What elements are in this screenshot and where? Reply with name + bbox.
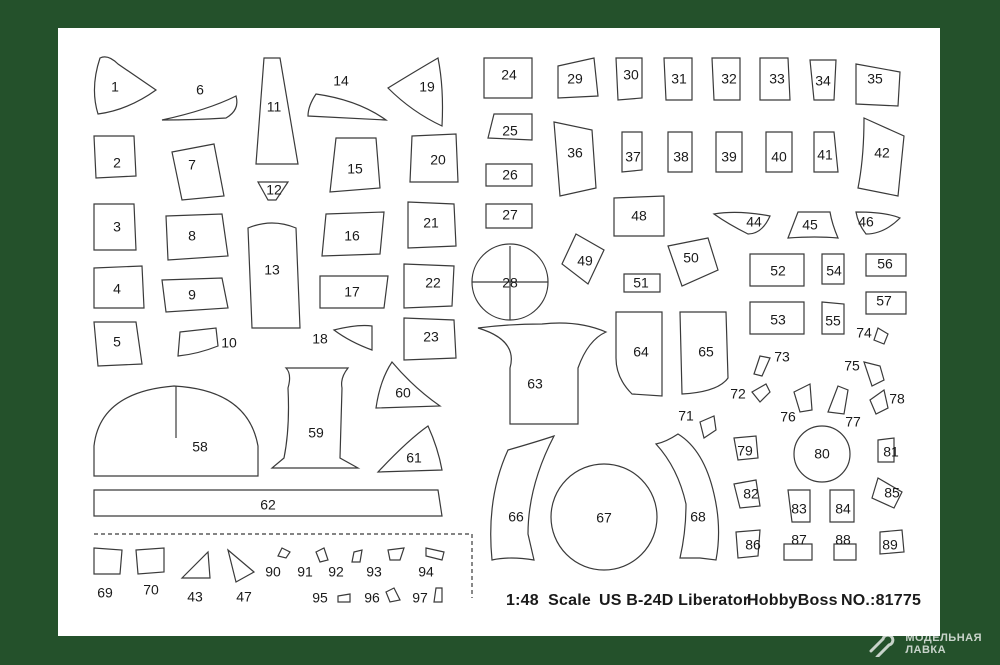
part-number-31: 31 — [671, 70, 687, 87]
mask-part-94 — [426, 548, 444, 560]
part-number-75: 75 — [844, 357, 860, 374]
part-number-1: 1 — [111, 78, 119, 95]
part-number-18: 18 — [312, 330, 328, 347]
mask-part-59 — [272, 368, 358, 468]
part-number-54: 54 — [826, 262, 842, 279]
part-number-59: 59 — [308, 424, 324, 441]
part-number-20: 20 — [430, 151, 446, 168]
part-number-40: 40 — [771, 148, 787, 165]
mask-part-43 — [182, 552, 210, 578]
part-number-45: 45 — [802, 216, 818, 233]
part-number-55: 55 — [825, 312, 841, 329]
mask-part-90 — [278, 548, 290, 558]
part-number-74: 74 — [856, 324, 872, 341]
part-number-41: 41 — [817, 146, 833, 163]
part-number-81: 81 — [883, 443, 899, 460]
part-number-97: 97 — [412, 589, 428, 606]
mask-part-7 — [172, 144, 224, 200]
part-number-57: 57 — [876, 292, 892, 309]
scale-value: 1:48 — [506, 592, 539, 609]
part-number-71: 71 — [678, 407, 694, 424]
mask-part-78 — [870, 390, 888, 414]
part-number-22: 22 — [425, 274, 441, 291]
part-number-15: 15 — [347, 160, 363, 177]
part-number-93: 93 — [366, 563, 382, 580]
part-number-23: 23 — [423, 328, 439, 345]
model-name: US B-24D Liberator — [599, 592, 750, 609]
part-number-53: 53 — [770, 311, 786, 328]
watermark-line2: ЛАВКА — [905, 644, 947, 656]
part-number-89: 89 — [882, 536, 898, 553]
part-number-65: 65 — [698, 343, 714, 360]
part-number-29: 29 — [567, 70, 583, 87]
part-number-36: 36 — [567, 144, 583, 161]
part-number-10: 10 — [221, 334, 237, 351]
part-number-30: 30 — [623, 66, 639, 83]
part-number-34: 34 — [815, 72, 831, 89]
part-number-3: 3 — [113, 218, 121, 235]
part-number-51: 51 — [633, 274, 649, 291]
part-number-50: 50 — [683, 249, 699, 266]
mask-part-14 — [308, 94, 386, 120]
brand-name: HobbyBoss — [747, 592, 838, 609]
part-number-12: 12 — [266, 181, 282, 198]
part-number-63: 63 — [527, 375, 543, 392]
part-number-48: 48 — [631, 207, 647, 224]
mask-part-10 — [178, 328, 218, 356]
part-number-80: 80 — [814, 445, 830, 462]
part-number-68: 68 — [690, 508, 706, 525]
part-number-78: 78 — [889, 390, 905, 407]
part-number-76: 76 — [780, 408, 796, 425]
watermark-line1: МОДЕЛЬНАЯ — [905, 632, 982, 644]
part-number-96: 96 — [364, 589, 380, 606]
mask-part-74 — [874, 328, 888, 344]
part-number-69: 69 — [97, 584, 113, 601]
part-number-60: 60 — [395, 384, 411, 401]
part-number-82: 82 — [743, 485, 759, 502]
scale-word: Scale — [548, 592, 591, 609]
part-number-38: 38 — [673, 148, 689, 165]
part-number-43: 43 — [187, 588, 203, 605]
part-number-70: 70 — [143, 581, 159, 598]
part-number-26: 26 — [502, 166, 518, 183]
part-number-24: 24 — [501, 66, 517, 83]
mask-part-95 — [338, 594, 350, 602]
part-number-33: 33 — [769, 70, 785, 87]
part-number-62: 62 — [260, 496, 276, 513]
mask-parts-diagram — [58, 28, 940, 636]
part-number-35: 35 — [867, 70, 883, 87]
part-number-85: 85 — [884, 484, 900, 501]
part-number-37: 37 — [625, 148, 641, 165]
mask-part-73 — [754, 356, 770, 376]
mask-part-6 — [162, 96, 237, 120]
part-number-52: 52 — [770, 262, 786, 279]
mask-part-91 — [316, 548, 328, 562]
part-number-13: 13 — [264, 261, 280, 278]
part-number-46: 46 — [858, 213, 874, 230]
part-number-66: 66 — [508, 508, 524, 525]
part-number-86: 86 — [745, 536, 761, 553]
part-number-17: 17 — [344, 283, 360, 300]
mask-part-68 — [656, 434, 719, 560]
part-number-5: 5 — [113, 333, 121, 350]
part-number-39: 39 — [721, 148, 737, 165]
part-number-92: 92 — [328, 563, 344, 580]
part-number-91: 91 — [297, 563, 313, 580]
part-number-19: 19 — [419, 78, 435, 95]
part-number-14: 14 — [333, 72, 349, 89]
part-number-58: 58 — [192, 438, 208, 455]
mask-part-71 — [700, 416, 716, 438]
mask-sheet — [58, 28, 940, 636]
wrench-logo-icon — [867, 631, 899, 657]
mask-part-97 — [434, 588, 442, 602]
part-number-42: 42 — [874, 144, 890, 161]
part-number-8: 8 — [188, 227, 196, 244]
part-number-25: 25 — [502, 122, 518, 139]
part-number-84: 84 — [835, 500, 851, 517]
mask-part-66 — [491, 436, 554, 560]
part-number-28: 28 — [502, 274, 518, 291]
part-number-9: 9 — [188, 286, 196, 303]
part-number-95: 95 — [312, 589, 328, 606]
part-number-64: 64 — [633, 343, 649, 360]
mask-part-70 — [136, 548, 164, 574]
part-number-61: 61 — [406, 449, 422, 466]
mask-part-77 — [828, 386, 848, 414]
part-number-77: 77 — [845, 413, 861, 430]
scale-label — [506, 592, 591, 610]
part-number-49: 49 — [577, 252, 593, 269]
part-number-72: 72 — [730, 385, 746, 402]
mask-part-69 — [94, 548, 122, 574]
product-number: NO.:81775 — [841, 592, 922, 609]
part-number-90: 90 — [265, 563, 281, 580]
part-number-56: 56 — [877, 255, 893, 272]
part-number-4: 4 — [113, 280, 121, 297]
mask-part-72 — [752, 384, 770, 402]
part-number-11: 11 — [266, 98, 282, 115]
mask-part-93 — [388, 548, 404, 560]
part-number-21: 21 — [423, 214, 439, 231]
part-number-6: 6 — [196, 81, 204, 98]
mask-part-1 — [94, 57, 156, 114]
part-number-87: 87 — [791, 531, 807, 548]
mask-part-63 — [478, 323, 606, 424]
mask-part-18 — [334, 326, 372, 351]
part-number-79: 79 — [737, 442, 753, 459]
part-number-47: 47 — [236, 588, 252, 605]
watermark-logo — [867, 631, 982, 657]
part-number-16: 16 — [344, 227, 360, 244]
part-number-83: 83 — [791, 500, 807, 517]
part-number-7: 7 — [188, 156, 196, 173]
mask-part-8 — [166, 214, 228, 260]
part-number-44: 44 — [746, 213, 762, 230]
part-number-32: 32 — [721, 70, 737, 87]
mask-part-76 — [794, 384, 812, 412]
mask-part-47 — [228, 550, 254, 582]
part-number-88: 88 — [835, 531, 851, 548]
mask-part-96 — [386, 588, 400, 602]
part-number-2: 2 — [113, 154, 121, 171]
mask-part-92 — [352, 550, 362, 562]
part-number-27: 27 — [502, 206, 518, 223]
mask-part-75 — [864, 362, 884, 386]
part-number-94: 94 — [418, 563, 434, 580]
part-number-73: 73 — [774, 348, 790, 365]
part-number-67: 67 — [596, 509, 612, 526]
